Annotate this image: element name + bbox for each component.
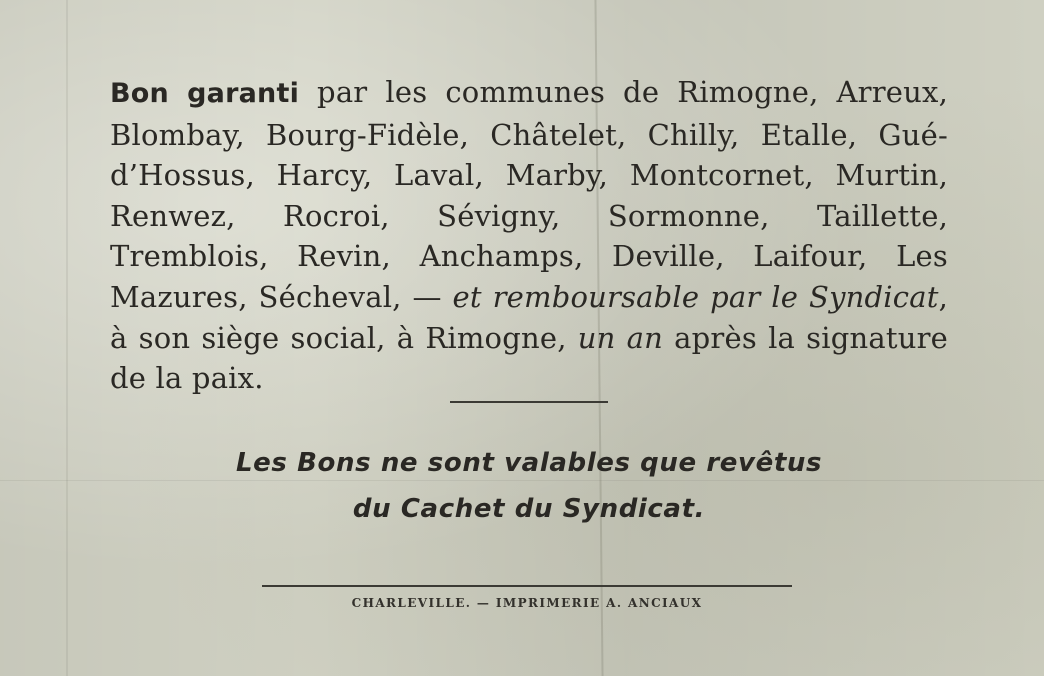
validity-notice [110,440,948,532]
footer-rule [262,585,792,587]
separator-rule [450,401,608,403]
paragraph-text: , à son siège social, à Rimogne, [110,279,948,355]
notice-line: du Cachet du Syndicat. [352,494,706,524]
notice-line: Les Bons ne sont valables que revêtus [235,448,823,478]
paragraph-lead: Bon garanti [110,78,300,109]
printer-imprint: CHARLEVILLE. — IMPRIMERIE A. ANCIAUX [351,596,703,610]
guarantee-paragraph [110,72,948,399]
paragraph-text: par les communes de Rimogne, Arreux, Blombay, Bourg-Fidèle, Châtelet, Chilly, Etalle, Gué-d’Hossus, Harcy, Laval, Marby, Montcornet, Murtin, Renwez, Rocroi, Sévigny, Sormonne, Taillette, Tremblois, Revin, Anchamps, Deville, Laifour, Les Mazures, Sécheval, — [110,75,949,314]
paragraph-italic-term: un an [577,320,664,355]
fold-crease [66,0,68,676]
paragraph-text: après la signature de la paix. [110,320,949,396]
paragraph-italic-repayment: et remboursable par le Syndicat [452,279,939,314]
